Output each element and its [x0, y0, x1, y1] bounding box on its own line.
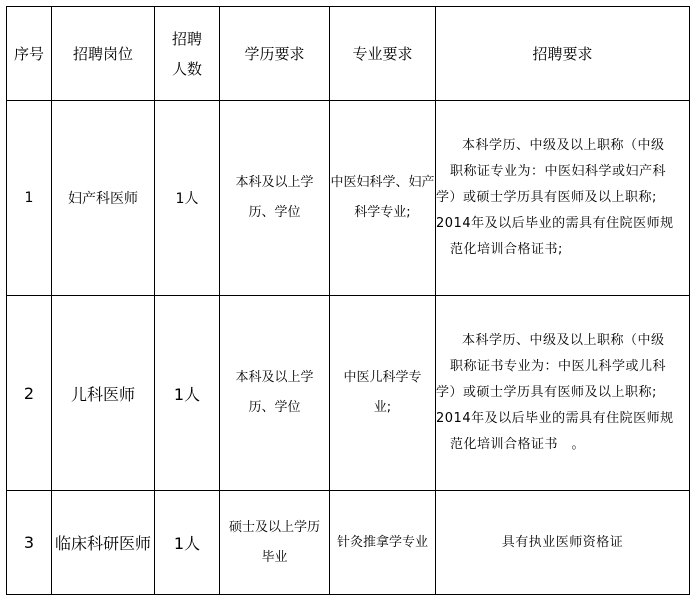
row-position: 临床科研医师 — [52, 491, 155, 595]
requirement-line: 范化培训合格证书 。 — [450, 437, 586, 452]
requirement-line: 本科学历、中级及以上职称（中级 — [462, 333, 665, 348]
requirement-line: 2014年及以后毕业的需具有住院医师规 — [436, 411, 674, 426]
requirement-line: 学）或硕士学历具有医师及以上职称; — [436, 190, 657, 205]
row-education-text: 本科及以上学历、学位 — [235, 370, 314, 415]
header-count-text: 招聘人数 — [171, 29, 202, 78]
header-row — [7, 7, 690, 101]
row-education — [220, 101, 330, 296]
requirement-line: 本科学历、中级及以上职称（中级 — [462, 138, 665, 153]
row-no: 3 — [7, 491, 52, 595]
requirement-line: 范化培训合格证书; — [450, 242, 563, 257]
table-row — [7, 101, 690, 296]
row-major — [330, 491, 436, 595]
row-major-text: 中医妇科学、妇产科学专业; — [330, 175, 435, 220]
row-education-text: 硕士及以上学历毕业 — [228, 519, 320, 565]
row-no: 2 — [7, 296, 52, 491]
requirement-line: 具有执业医师资格证 — [501, 534, 624, 550]
header-no: 序号 — [7, 7, 52, 101]
recruitment-table — [6, 6, 690, 595]
row-count: 1人 — [155, 296, 220, 491]
table-row — [7, 491, 690, 595]
requirement-line: 职称证书专业为：中医儿科学或儿科 — [450, 359, 667, 374]
row-education — [220, 491, 330, 595]
requirement-line: 学）或硕士学历具有医师及以上职称; — [436, 385, 657, 400]
row-count: 1人 — [155, 491, 220, 595]
header-count — [155, 7, 220, 101]
row-position: 儿科医师 — [52, 296, 155, 491]
row-education — [220, 296, 330, 491]
row-major — [330, 101, 436, 296]
row-major-text: 中医儿科学专业; — [343, 370, 422, 415]
header-position: 招聘岗位 — [52, 7, 155, 101]
row-requirements — [436, 296, 690, 491]
row-no: 1 — [7, 101, 52, 296]
row-major — [330, 296, 436, 491]
header-education: 学历要求 — [220, 7, 330, 101]
row-education-text: 本科及以上学历、学位 — [235, 175, 314, 220]
row-major-text: 针灸推拿学专业 — [336, 534, 428, 550]
table-row — [7, 296, 690, 491]
row-requirements — [436, 491, 690, 595]
requirement-line: 职称证专业为：中医妇科学或妇产科 — [450, 164, 667, 179]
row-count: 1人 — [155, 101, 220, 296]
requirement-line: 2014年及以后毕业的需具有住院医师规 — [436, 216, 674, 231]
row-requirements — [436, 101, 690, 296]
row-position: 妇产科医师 — [52, 101, 155, 296]
header-requirements: 招聘要求 — [436, 7, 690, 101]
header-major: 专业要求 — [330, 7, 436, 101]
